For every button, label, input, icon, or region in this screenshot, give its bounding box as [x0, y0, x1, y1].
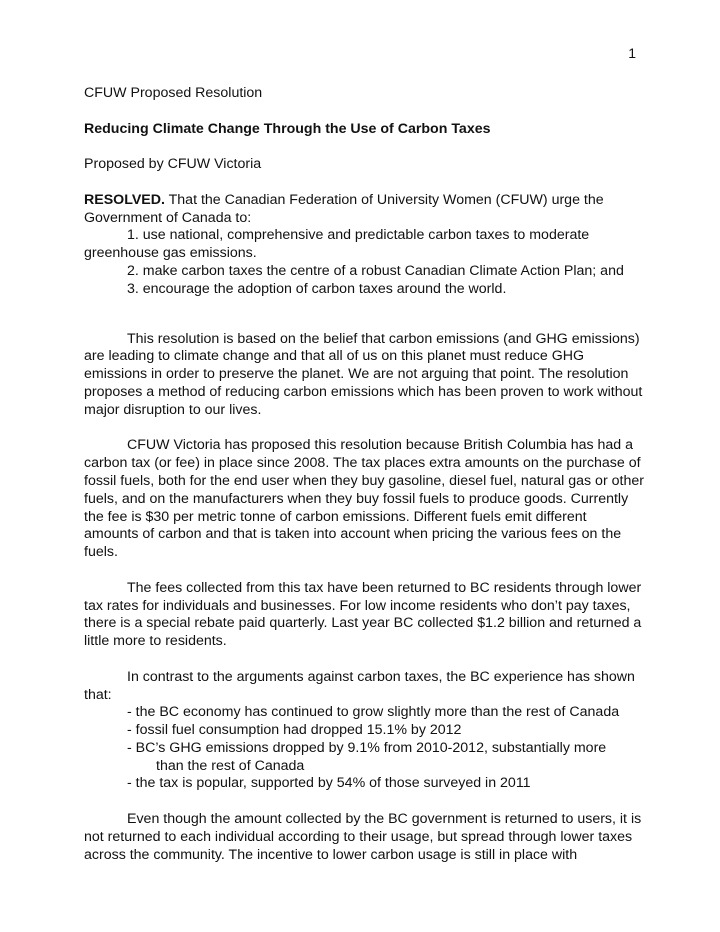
page-number: 1 [628, 45, 636, 61]
bullet-ghg-cont: than the rest of Canada [156, 757, 305, 774]
resolved-item-1: 1. use national, comprehensive and predictable carbon taxes to moderate [127, 227, 590, 244]
resolved-text: That the Canadian Federation of University Women (CFUW) urge the Government of Canada to: [84, 191, 604, 226]
bullet-popular: - the tax is popular, supported by 54% of those surveyed in 2011 [127, 775, 531, 792]
resolved-item-1-cont: greenhouse gas emissions. [84, 245, 257, 262]
bullet-economy: - the BC economy has continued to grow slightly more than the rest of Canada [127, 704, 620, 721]
resolved-item-3: 3. encourage the adoption of carbon taxes around the world. [127, 280, 507, 297]
paragraph-contrast: In contrast to the arguments against carbon taxes, the BC experience has shown that: [84, 668, 635, 703]
bullet-ghg: - BC’s GHG emissions dropped by 9.1% from 2010-2012, substantially more [127, 739, 607, 756]
resolved-label: RESOLVED. [84, 191, 165, 208]
document-body [84, 85, 644, 864]
bullet-fossil-fuel: - fossil fuel consumption had dropped 15.1% by 2012 [127, 722, 462, 739]
paragraph-final: Even though the amount collected by the BC government is returned to users, it is not returned to each individual according to their usage, but spread through lower taxes across the community. The incentive to lower carbon usage is still in place with [84, 811, 642, 863]
resolution-heading: Reducing Climate Change Through the Use of Carbon Taxes [84, 120, 491, 137]
resolved-item-2: 2. make carbon taxes the centre of a robust Canadian Climate Action Plan; and [127, 262, 624, 279]
paragraph-fees: The fees collected from this tax have been returned to BC residents through lower tax rates for individuals and businesses. For low income residents who don’t pay taxes, there is a special rebate paid quarterly. Last year BC collected $1.2 billion and returned a little more to residents. [84, 579, 642, 650]
paragraph-bc-tax: CFUW Victoria has proposed this resolution because British Columbia has had a carbon tax (or fee) in place since 2008. The tax places extra amounts on the purchase of fossil fuels, both for the end user when they buy gasoline, diesel fuel, natural gas or other fuels, and on the manufacturers when they buy fossil fuels to produce goods. Currently the fee is $30 per metric tonne of carbon emissions. Different fuels emit different amounts of carbon and that is taken into account when pricing the various fees on the fuels. [84, 437, 644, 561]
document-title: CFUW Proposed Resolution [84, 85, 263, 101]
paragraph-belief: This resolution is based on the belief that carbon emissions (and GHG emissions) are leading to climate change and that all of us on this planet must reduce GHG emissions in order to preserve the planet. We are not arguing that point. The resolution proposes a method of reducing carbon emissions which has been proven to work without major disruption to our lives. [84, 330, 643, 418]
resolved-statement [84, 192, 644, 228]
proposer-line: Proposed by CFUW Victoria [84, 156, 262, 173]
